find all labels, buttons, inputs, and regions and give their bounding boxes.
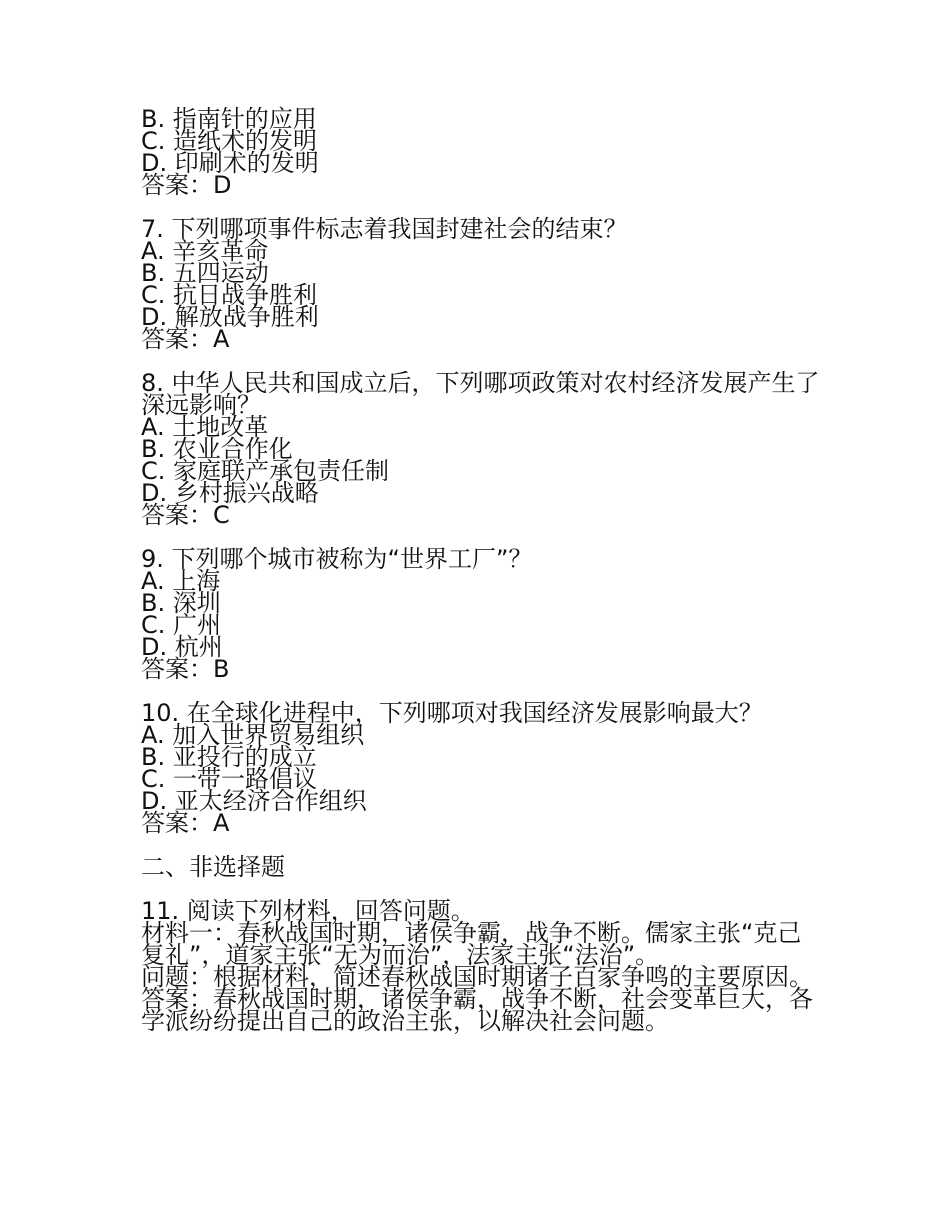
option-a: A. 加入世界贸易组织 (141, 721, 365, 749)
question-text: 7. 下列哪项事件标志着我国封建社会的结束？ (141, 215, 628, 243)
section-heading (141, 853, 821, 881)
option-b: B. 指南针的应用 (141, 105, 317, 133)
document-page (141, 105, 821, 1035)
option-c: C. 广州 (141, 611, 222, 639)
option-b: B. 农业合作化 (141, 435, 293, 463)
question-text: 11. 阅读下列材料，回答问题。 (141, 897, 475, 925)
answer: 答案：B (141, 655, 230, 683)
prompt-text: 问题：根据材料，简述春秋战国时期诸子百家争鸣的主要原因。 (141, 963, 813, 991)
section-title: 二、非选择题 (141, 853, 285, 881)
question-text: 10. 在全球化进程中，下列哪项对我国经济发展影响最大？ (141, 699, 763, 727)
option-d: D. 乡村振兴战略 (141, 479, 319, 507)
answer: 答案：A (141, 325, 230, 353)
option-b: B. 亚投行的成立 (141, 743, 317, 771)
option-a: A. 辛亥革命 (141, 237, 269, 265)
option-b: B. 深圳 (141, 589, 221, 617)
option-d: D. 杭州 (141, 633, 223, 661)
answer: 答案：A (141, 809, 230, 837)
question-10 (141, 699, 821, 837)
option-a: A. 土地改革 (141, 413, 269, 441)
question-text: 9. 下列哪个城市被称为“世界工厂”？ (141, 545, 533, 573)
option-c: C. 家庭联产承包责任制 (141, 457, 390, 485)
question-11 (141, 897, 821, 1035)
question-7 (141, 215, 821, 353)
option-c: C. 一带一路倡议 (141, 765, 318, 793)
question-text: 8. 中华人民共和国成立后，下列哪项政策对农村经济发展产生了深远影响？ (141, 369, 820, 419)
option-d: D. 印刷术的发明 (141, 149, 319, 177)
answer: 答案：D (141, 171, 232, 199)
option-a: A. 上海 (141, 567, 221, 595)
option-c: C. 造纸术的发明 (141, 127, 318, 155)
option-d: D. 解放战争胜利 (141, 303, 319, 331)
question-8 (141, 369, 821, 529)
question-6-tail (141, 105, 821, 199)
material-text: 材料一：春秋战国时期，诸侯争霸，战争不断。儒家主张“克己复礼”，道家主张“无为而治”，法家主张“法治”。 (141, 919, 802, 969)
answer: 答案：C (141, 501, 230, 529)
option-b: B. 五四运动 (141, 259, 269, 287)
option-d: D. 亚太经济合作组织 (141, 787, 367, 815)
answer-text: 答案：春秋战国时期，诸侯争霸，战争不断，社会变革巨大，各学派纷纷提出自己的政治主张，以解决社会问题。 (141, 985, 813, 1035)
option-c: C. 抗日战争胜利 (141, 281, 318, 309)
question-9 (141, 545, 821, 683)
